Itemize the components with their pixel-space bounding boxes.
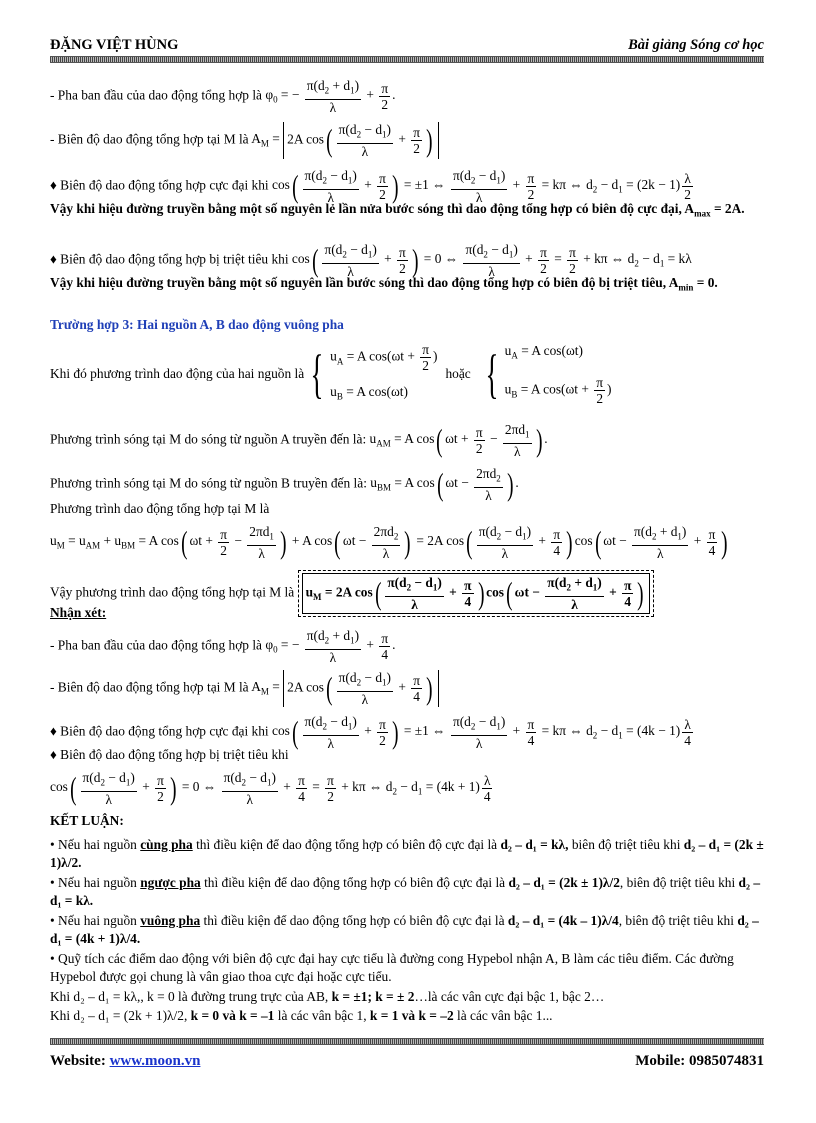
formula-phase: $\varphi_0$ = − $\frac{\pi(d_2 + d_1)}{\lambda}$ + $\frac{\pi}{2}$ . xyxy=(265,78,396,115)
max-amplitude-line: ♦ Biên độ dao động tổng hợp cực đại khi cos( $\frac{\pi(d_2 - d_1)}{\lambda}$ + $\frac{\pi}{2}$ ) = ±1 ⇔ $\frac{\pi(d_2 - d_1)}{\lambda}$ + $\frac{\pi}{2}$ = kπ ⇔ $d_2 - d_1 = (2k - 1)$ $\frac{\lambda}{2}$ xyxy=(50,168,764,205)
conclusion-6: Khi d₂ – d₁ = (2k + 1)λ/2, k = 0 và k = –1 là các vân bậc 1, k = 1 và k = –2 là các vân bậc 1... xyxy=(50,1008,553,1023)
final-eq-line: Vậy phương trình dao động tổng hợp tại M là $u_M = 2A$ cos( $\frac{\pi(d_2 - d_1)}{\lambda}$ + $\frac{\pi}{4}$ ) cos( ωt − $\frac{\pi(d_2 + d_1)}{\lambda}$ + $\frac{\pi}{4}$ ) xyxy=(50,570,764,617)
amplitude-line: - Biên độ dao động tổng hợp tại M là $A_M = 2A$ cos( $\frac{\pi(d_2 - d_1)}{\lambda}$ + $\frac{\pi}{2}$ ) xyxy=(50,122,764,159)
page-footer xyxy=(50,1053,764,1070)
remark-heading: Nhận xét: xyxy=(50,605,107,620)
total-eq-label: Phương trình dao động tổng hợp tại M là xyxy=(50,501,270,516)
conclusion-2: • Nếu hai nguồn ngược pha thì điều kiện để dao động tổng hợp có biên độ cực đại là d₂ – d₁ = (2k ± 1)λ/2, biên độ triệt tiêu khi d₂ – d₁ = kλ. xyxy=(50,875,761,908)
footer-divider xyxy=(50,1038,764,1045)
phase-initial-line-2: - Pha ban đầu của dao động tổng hợp là $\varphi_0$ = − $\frac{\pi(d_2 + d_1)}{\lambda}$ + $\frac{\pi}{4}$ . xyxy=(50,628,396,665)
formula-uM-derivation: $u_M = u_{AM} + u_{BM} = A$ cos( ωt + $\frac{\pi}{2}$ − $\frac{2\pi d_1}{\lambda}$ ) + A cos( ωt − $\frac{2\pi d_2}{\lambda}$ ) = 2A cos( $\frac{\pi(d_2 - d_1)}{\lambda}$ + $\frac{\pi}{4}$ ) cos( ωt − $\frac{\pi(d_2 + d_1)}{\lambda}$ + $\frac{\pi}{4}$ ) xyxy=(50,524,728,561)
course-title: Bài giảng Sóng cơ học xyxy=(628,37,764,53)
system-1: { $u_A = A$ cos(ωt + $\frac{\pi}{2}$ ) $u_B = A$ cos(ωt) xyxy=(310,342,438,404)
formula-max: cos( $\frac{\pi(d_2 - d_1)}{\lambda}$ + $\frac{\pi}{2}$ ) = ±1 ⇔ $\frac{\pi(d_2 - d_1)}{\lambda}$ + $\frac{\pi}{2}$ = kπ ⇔ $d_2 - d_1 = (2k - 1)$ $\frac{\lambda}{2}$ xyxy=(272,168,691,205)
min-amplitude-label-2: ♦ Biên độ dao động tổng hợp bị triệt tiêu khi xyxy=(50,747,289,762)
min-conclusion: Vậy khi hiệu đường truyền bằng một số nguyên lần bước sóng thì dao động tổng hợp có biên độ bị triệt tiêu, $A_{min} = 0$. xyxy=(50,275,718,293)
max-amplitude-line-2: ♦ Biên độ dao động tổng hợp cực đại khi cos( $\frac{\pi(d_2 - d_1)}{\lambda}$ + $\frac{\pi}{2}$ ) = ±1 ⇔ $\frac{\pi(d_2 - d_1)}{\lambda}$ + $\frac{\pi}{4}$ = kπ ⇔ $d_2 - d_1 = (4k - 1)$ $\frac{\lambda}{4}$ xyxy=(50,714,691,751)
wave-A-line: Phương trình sóng tại M do sóng từ nguồn A truyền đến là: $u_{AM} = A$ cos( ωt + $\frac{\pi}{2}$ − $\frac{2\pi d_1}{\lambda}$ ) . xyxy=(50,422,548,459)
mobile-info: Mobile: 0985074831 xyxy=(635,1053,764,1069)
conclusion-heading: KẾT LUẬN: xyxy=(50,813,124,828)
phase-initial-line: - Pha ban đầu của dao động tổng hợp là $\varphi_0$ = − $\frac{\pi(d_2 + d_1)}{\lambda}$ + $\frac{\pi}{2}$ . xyxy=(50,78,396,115)
conclusion-5: Khi d₂ – d₁ = kλ,, k = 0 là đường trung trực của AB, k = ±1; k = ± 2…là các vân cực đại bậc 1, bậc 2… xyxy=(50,989,605,1004)
conclusion-3: • Nếu hai nguồn vuông pha thì điều kiện để dao động tổng hợp có biên độ cực đại là d₂ – d₁ = (4k – 1)λ/4, biên độ triệt tiêu khi d₂ – d₁ = (4k + 1)λ/4. xyxy=(50,913,759,946)
author-name: ĐẶNG VIỆT HÙNG xyxy=(50,37,179,53)
amplitude-line-2: - Biên độ dao động tổng hợp tại M là $A_M = 2A$ cos( $\frac{\pi(d_2 - d_1)}{\lambda}$ + $\frac{\pi}{4}$ ) xyxy=(50,670,764,707)
case3-heading: Trường hợp 3: Hai nguồn A, B dao động vuông pha xyxy=(50,317,344,332)
page-header xyxy=(50,30,764,54)
formula-min-2: cos( $\frac{\pi(d_2 - d_1)}{\lambda}$ + $\frac{\pi}{2}$ ) = 0 ⇔ $\frac{\pi(d_2 - d_1)}{\lambda}$ + $\frac{\pi}{4}$ = $\frac{\pi}{2}$ + kπ ⇔ $d_2 - d_1 = (4k + 1)$ $\frac{\lambda}{4}$ xyxy=(50,770,491,807)
system-2: { $u_A = A$ cos(ωt) $u_B = A$ cos(ωt + $\frac{\pi}{2}$ ) xyxy=(485,343,612,406)
formula-uBM: $u_{BM} = A$ cos( ωt − $\frac{2\pi d_2}{\lambda}$ ) . xyxy=(370,466,519,503)
formula-uAM: $u_{AM} = A$ cos( ωt + $\frac{\pi}{2}$ − $\frac{2\pi d_1}{\lambda}$ ) . xyxy=(369,422,548,459)
formula-min: cos( $\frac{\pi(d_2 - d_1)}{\lambda}$ + $\frac{\pi}{2}$ ) = 0 ⇔ $\frac{\pi(d_2 - d_1)}{\lambda}$ + $\frac{\pi}{2}$ = $\frac{\pi}{2}$ + kπ ⇔ $d_2 - d_1 = k\lambda$ xyxy=(291,242,692,279)
boxed-formula: $u_M = 2A$ cos( $\frac{\pi(d_2 - d_1)}{\lambda}$ + $\frac{\pi}{4}$ ) cos( ωt − $\frac{\pi(d_2 + d_1)}{\lambda}$ + $\frac{\pi}{4}$ ) xyxy=(298,570,655,617)
max-conclusion: Vậy khi hiệu đường truyền bằng một số nguyên lẻ lần nửa bước sóng thì dao động tổng hợp có biên độ cực đại, $A_{max} = 2A$. xyxy=(50,201,745,219)
conclusion-1: • Nếu hai nguồn cùng pha thì điều kiện để dao động tổng hợp có biên độ cực đại là d₂ – d₁ = kλ, biên độ triệt tiêu khi d₂ – d₁ = (2k ± 1)λ/2. xyxy=(50,837,764,870)
website-info: Website: www.moon.vn xyxy=(50,1053,201,1069)
sources-equation-line: Khi đó phương trình dao động của hai nguồn là { $u_A = A$ cos(ωt + $\frac{\pi}{2}$ ) $u_B = A$ cos(ωt) hoặc { $u_A = A$ cos(ωt) $u_B = A$ cos(ωt + $\frac{\pi}{2}$ ) xyxy=(50,342,612,406)
min-amplitude-line: ♦ Biên độ dao động tổng hợp bị triệt tiêu khi cos( $\frac{\pi(d_2 - d_1)}{\lambda}$ + $\frac{\pi}{2}$ ) = 0 ⇔ $\frac{\pi(d_2 - d_1)}{\lambda}$ + $\frac{\pi}{2}$ = $\frac{\pi}{2}$ + kπ ⇔ $d_2 - d_1 = k\lambda$ xyxy=(50,242,692,279)
website-link[interactable]: www.moon.vn xyxy=(109,1053,201,1069)
header-divider xyxy=(50,56,764,63)
wave-B-line: Phương trình sóng tại M do sóng từ nguồn B truyền đến là: $u_{BM} = A$ cos( ωt − $\frac{2\pi d_2}{\lambda}$ ) . xyxy=(50,466,519,503)
formula-amplitude: $A_M = 2A$ cos( $\frac{\pi(d_2 - d_1)}{\lambda}$ + $\frac{\pi}{2}$ ) xyxy=(251,131,438,146)
conclusion-4: • Quỹ tích các điểm dao động với biên độ cực đại hay cực tiểu là đường cong Hypebol nhận A, B làm các tiêu điểm. Các đường Hypebol được gọi chung là vân giao thoa cực đại hoặc cực tiểu. xyxy=(50,951,734,984)
